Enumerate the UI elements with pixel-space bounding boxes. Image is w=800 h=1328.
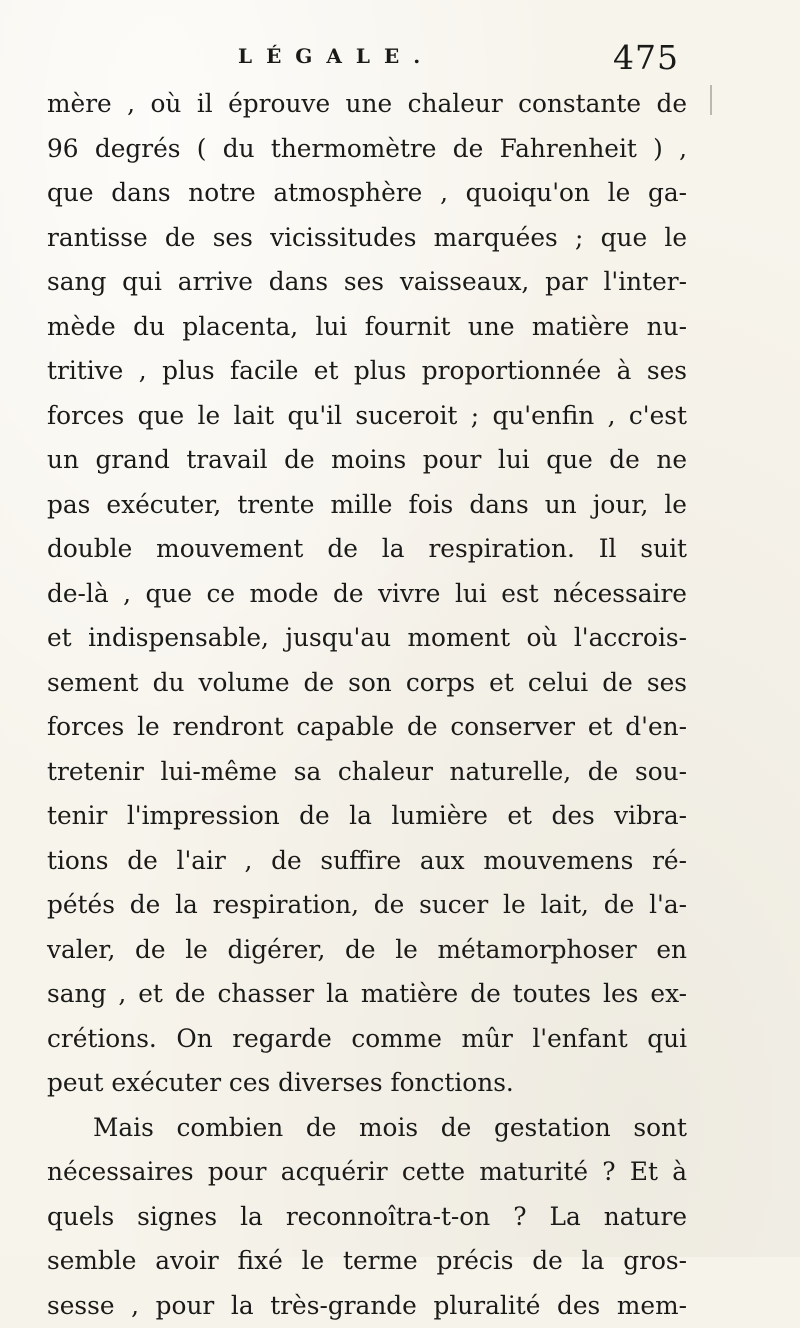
- body-text: [47, 82, 687, 1328]
- text-line: 96 degrés ( du thermomètre de Fahrenheit ) ,: [47, 127, 687, 172]
- text-line: rantisse de ses vicissitudes marquées ; que le: [47, 216, 687, 261]
- text-line: quels signes la reconnoîtra-t-on ? La nature: [47, 1195, 687, 1240]
- text-line: tretenir lui-même sa chaleur naturelle, de sou-: [47, 750, 687, 795]
- text-line: que dans notre atmosphère , quoiqu'on le ga-: [47, 171, 687, 216]
- text-line: de-là , que ce mode de vivre lui est nécessaire: [47, 572, 687, 617]
- text-line: sement du volume de son corps et celui de ses: [47, 661, 687, 706]
- text-line: tions de l'air , de suffire aux mouvemens ré-: [47, 839, 687, 884]
- text-line: pas exécuter, trente mille fois dans un jour, le: [47, 483, 687, 528]
- text-line: valer, de le digérer, de le métamorphoser en: [47, 928, 687, 973]
- page-header: [0, 32, 800, 80]
- text-line: pétés de la respiration, de sucer le lait, de l'a-: [47, 883, 687, 928]
- paragraph-end-line: peut exécuter ces diverses fonctions.: [47, 1061, 687, 1106]
- text-line: sang qui arrive dans ses vaisseaux, par l'inter-: [47, 260, 687, 305]
- text-line: mède du placenta, lui fournit une matière nu-: [47, 305, 687, 350]
- text-line: crétions. On regarde comme mûr l'enfant qui: [47, 1017, 687, 1062]
- running-title: LÉGALE.: [238, 44, 434, 68]
- text-line: tritive , plus facile et plus proportionnée à ses: [47, 349, 687, 394]
- text-line: et indispensable, jusqu'au moment où l'accrois-: [47, 616, 687, 661]
- text-line: un grand travail de moins pour lui que de ne: [47, 438, 687, 483]
- text-line: double mouvement de la respiration. Il suit: [47, 527, 687, 572]
- paragraph-start-line: Mais combien de mois de gestation sont: [47, 1106, 687, 1151]
- text-line: sesse , pour la très-grande pluralité des mem-: [47, 1284, 687, 1328]
- text-line: nécessaires pour acquérir cette maturité ? Et à: [47, 1150, 687, 1195]
- text-line: semble avoir fixé le terme précis de la gros-: [47, 1239, 687, 1284]
- text-line: mère , où il éprouve une chaleur constante de: [47, 82, 687, 127]
- page-number: 475: [613, 38, 679, 77]
- page-edge-mark: [710, 85, 712, 115]
- text-line: sang , et de chasser la matière de toutes les ex-: [47, 972, 687, 1017]
- text-line: forces que le lait qu'il suceroit ; qu'enfin , c'est: [47, 394, 687, 439]
- text-line: tenir l'impression de la lumière et des vibra-: [47, 794, 687, 839]
- text-line: forces le rendront capable de conserver et d'en-: [47, 705, 687, 750]
